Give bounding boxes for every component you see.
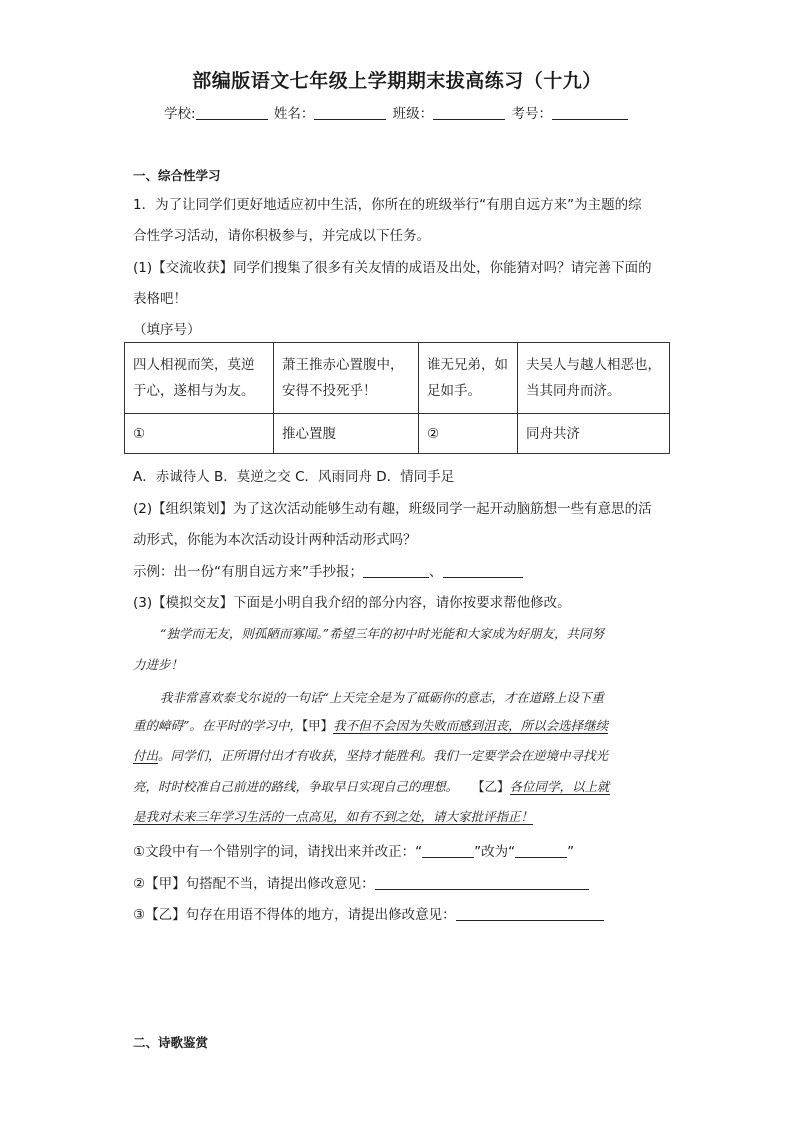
passage-p2-line5 <box>133 807 533 825</box>
wrong-char-blank[interactable] <box>422 844 474 858</box>
passage-p2-line4 <box>133 777 610 795</box>
jia-sentence: 我不但不会因为失败而感到沮丧，所以会选择继续 <box>333 718 609 733</box>
section-heading-1: 一、综合性学习 <box>133 168 221 183</box>
example-prefix: 示例：出一份“有朋自远方来”手抄报； <box>133 564 363 580</box>
class-label: 班级： <box>392 106 434 122</box>
page-title: 部编版语文七年级上学期期末拔高练习（十九） <box>192 70 602 92</box>
passage-p1-line1: “独学而无友，则孤陋而寡闻。”希望三年的初中时光能和大家成为好朋友，共同努 <box>160 626 605 641</box>
example-separator: 、 <box>429 564 443 580</box>
exam-no-blank[interactable] <box>552 105 628 120</box>
fill-note: （填序号） <box>133 322 201 338</box>
answer-blank-b[interactable] <box>375 876 589 890</box>
question-b <box>133 872 589 892</box>
school-label: 学校: <box>164 106 196 122</box>
passage-text: 重的嶂碍”。在平时的学习中， <box>133 718 302 733</box>
activity-blank-2[interactable] <box>443 564 523 578</box>
school-blank[interactable] <box>196 105 268 120</box>
example-line <box>133 560 523 580</box>
table-row <box>125 414 670 454</box>
table-row <box>125 343 670 414</box>
question-a-suffix: ” <box>567 844 575 860</box>
sub-question-1-line2: 表格吧！ <box>133 291 187 307</box>
sub-question-3-line1: (3)【模拟交友】下面是小明自我介绍的部分内容，请你按要求帮他修改。 <box>133 595 571 611</box>
table-cell: 推心置腹 <box>274 414 419 454</box>
answer-cell-2[interactable]: ② <box>419 414 518 454</box>
section-heading-2: 二、诗歌鉴赏 <box>133 1035 209 1050</box>
question-a <box>133 840 574 860</box>
table-cell: 四人相视而笑，莫逆于心，遂相与为友。 <box>125 343 274 414</box>
yi-label: 【乙】 <box>472 779 510 794</box>
table-cell: 夫吴人与越人相恶也，当其同舟而济。 <box>518 343 670 414</box>
passage-p2-line2 <box>133 716 608 734</box>
sub-question-1-line1: (1)【交流收获】同学们搜集了很多有关友情的成语及出处，你能猜对吗？请完善下面的 <box>133 260 652 276</box>
correct-char-blank[interactable] <box>515 844 567 858</box>
sub-question-2-line2: 动形式，你能为本次活动设计两种活动形式吗？ <box>133 532 417 548</box>
question-c <box>133 903 604 923</box>
idiom-table <box>124 342 670 454</box>
question-c-text: ③【乙】句存在用语不得体的地方，请提出修改意见： <box>133 907 456 923</box>
answer-options: A．赤诚待人 B．莫逆之交 C．风雨同舟 D．情同手足 <box>133 469 455 485</box>
question-1-line2: 合性学习活动，请你积极参与，并完成以下任务。 <box>133 228 430 244</box>
class-blank[interactable] <box>433 105 505 120</box>
answer-cell-1[interactable]: ① <box>125 414 274 454</box>
jia-sentence-end: 付出 <box>133 748 159 763</box>
jia-label: 【甲】 <box>301 718 334 733</box>
passage-p1-line2: 力进步！ <box>133 657 184 672</box>
sub-question-2-line1: (2)【组织策划】为了这次活动能够生动有趣，班级同学一起开动脑筋想一些有意思的活 <box>133 501 652 517</box>
question-a-prefix: ①文段中有一个错别字的词，请找出来并改正：“ <box>133 844 423 860</box>
student-info-line <box>0 102 794 122</box>
question-1-line1: 1．为了让同学们更好地适应初中生活，你所在的班级举行“有朋自远方来”为主题的综 <box>133 197 642 213</box>
passage-text: 。同学们，正所谓付出才有收获，坚持才能胜利。我们一定要学会在逆境中寻找光 <box>158 748 609 763</box>
answer-blank-c[interactable] <box>456 907 604 921</box>
name-label: 姓名： <box>273 106 315 122</box>
question-a-mid: ”改为“ <box>474 844 516 860</box>
exam-no-label: 考号： <box>511 106 552 122</box>
passage-p2-line3 <box>133 746 608 764</box>
table-cell: 萧王推赤心置腹中，安得不投死乎！ <box>274 343 419 414</box>
passage-text: 亮，时时校准自己前进的路线，争取早日实现自己的理想。 <box>133 779 459 794</box>
yi-sentence: 各位同学，以上就 <box>509 779 610 794</box>
name-blank[interactable] <box>314 105 386 120</box>
table-cell: 谁无兄弟，如足如手。 <box>419 343 518 414</box>
question-b-text: ②【甲】句搭配不当，请提出修改意见： <box>133 876 375 892</box>
activity-blank-1[interactable] <box>363 564 429 578</box>
passage-p2-line1: 我非常喜欢泰戈尔说的一句话“上天完全是为了砥砺你的意志，才在道路上设下重 <box>160 690 604 705</box>
yi-sentence-end: 是我对未来三年学习生活的一点高见，如有不到之处，请大家批评指正！ <box>133 809 534 824</box>
table-cell: 同舟共济 <box>518 414 670 454</box>
